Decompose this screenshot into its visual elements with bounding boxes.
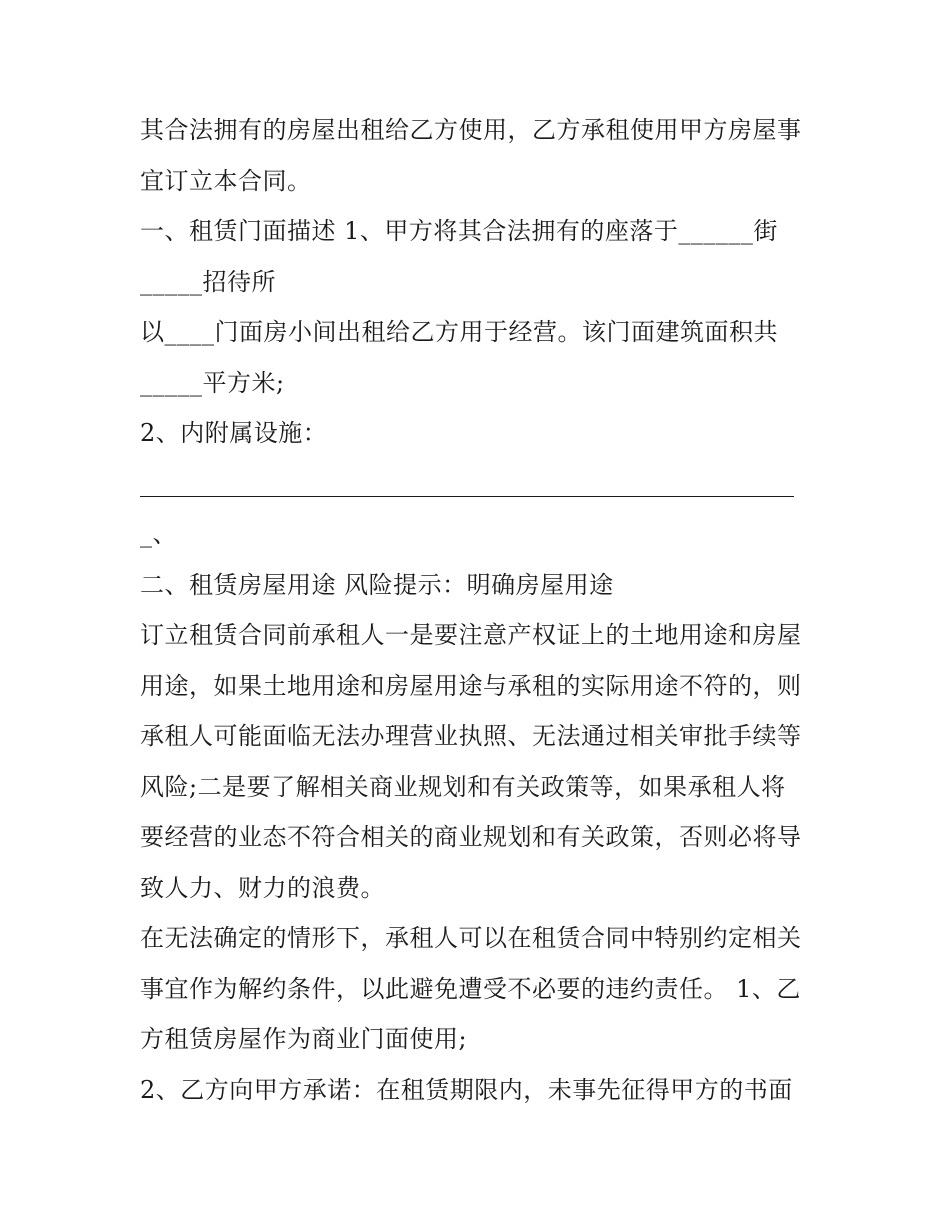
section-heading: 一、租赁门面描述 1、甲方将其合法拥有的座落于______街 — [140, 217, 778, 245]
document-body — [140, 105, 820, 1115]
text-line: _____招待所 — [140, 267, 276, 296]
text-line: 风险;二是要了解相关商业规划和有关政策等，如果承租人将 — [140, 772, 786, 801]
text-line: 承租人可能面临无法办理营业执照、无法通过相关审批手续等 — [140, 722, 802, 750]
text-line: 在无法确定的情形下，承租人可以在租赁合同中特别约定相关 — [140, 924, 802, 952]
text-line: _____平方米; — [140, 368, 285, 397]
text-line: 2、乙方向甲方承诺：在租赁期限内，未事先征得甲方的书面 — [140, 1075, 793, 1104]
text-line: 以____门面房小间出租给乙方用于经营。该门面建筑面积共 — [140, 318, 778, 346]
text-line: 订立租赁合同前承租人一是要注意产权证上的土地用途和房屋 — [140, 621, 802, 649]
section-heading: 二、租赁房屋用途 风险提示：明确房屋用途 — [140, 570, 614, 599]
text-line: 事宜作为解约条件，以此避免遭受不必要的违约责任。 1、乙 — [140, 974, 801, 1003]
text-line: 要经营的业态不符合相关的商业规划和有关政策，否则必将导 — [140, 823, 802, 851]
text-line: 方租赁房屋作为商业门面使用; — [140, 1025, 468, 1053]
text-line: 用途，如果土地用途和房屋用途与承租的实际用途不符的，则 — [140, 671, 802, 700]
text-line: 其合法拥有的房屋出租给乙方使用，乙方承租使用甲方房屋事 — [140, 116, 802, 144]
text-line: 2、内附属设施： — [140, 419, 328, 447]
text-line: _、 — [140, 520, 177, 548]
text-line: 致人力、财力的浪费。 — [140, 873, 385, 902]
blank-fill-line — [140, 459, 794, 510]
text-line: 宜订立本合同。 — [140, 166, 312, 195]
